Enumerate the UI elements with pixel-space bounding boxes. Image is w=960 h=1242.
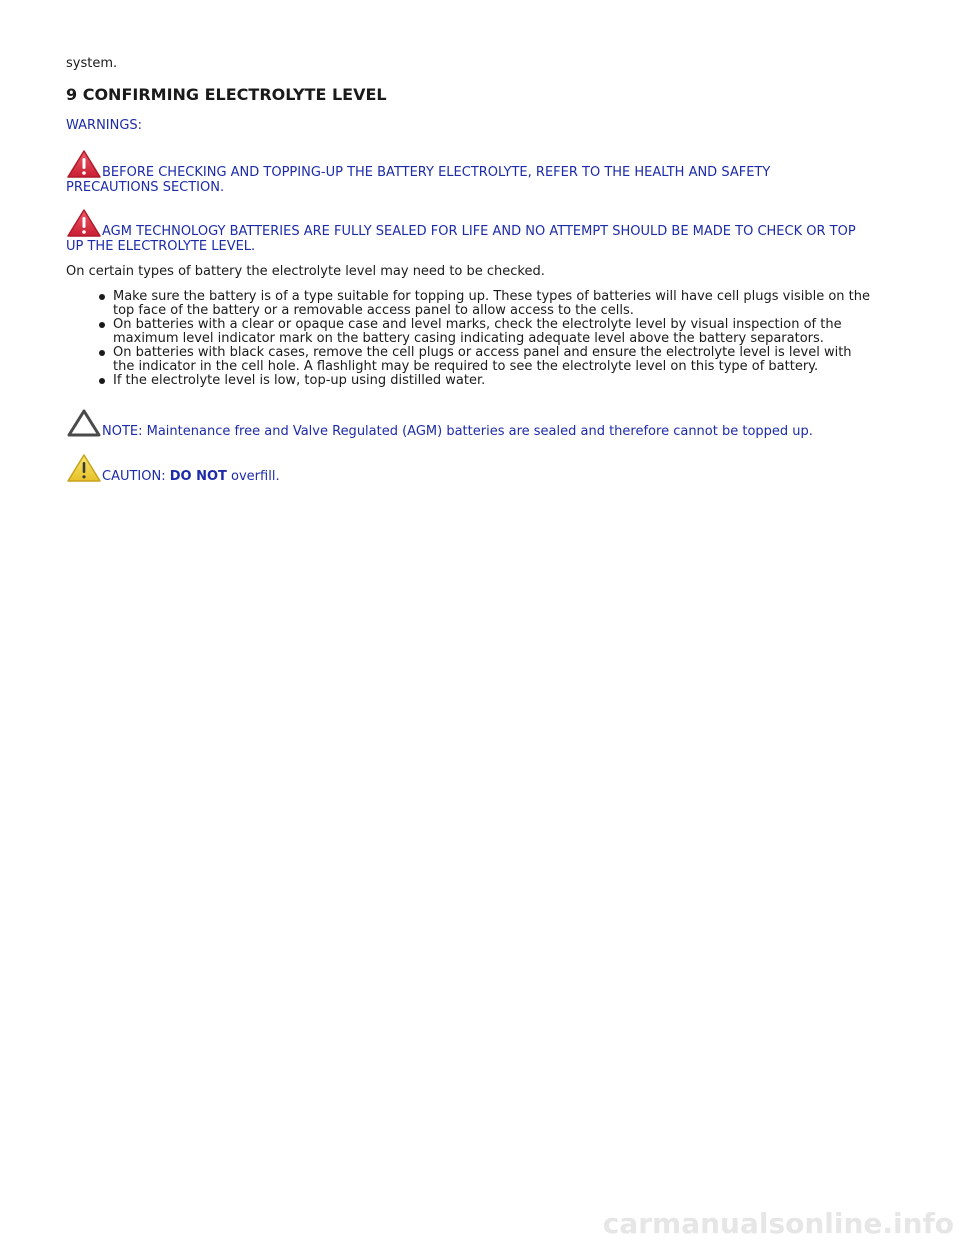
red-warning-triangle-icon: [66, 208, 102, 238]
list-item: If the electrolyte level is low, top-up using distilled water.: [99, 374, 874, 388]
list-item: On batteries with black cases, remove the cell plugs or access panel and ensure the electrolyte level is level with the indicator in the cell hole. A flashlight may be required to see the electrolyte level on this type of battery.: [99, 346, 874, 374]
caution-suffix: overfill.: [226, 469, 280, 484]
warning-text: BEFORE CHECKING AND TOPPING-UP THE BATTERY ELECTROLYTE, REFER TO THE HEALTH AND SAFETY PRECAUTIONS SECTION.: [66, 165, 771, 195]
bullet-icon: [99, 350, 105, 356]
caution-notice: [66, 453, 866, 484]
warning-notice-health-safety: [66, 149, 866, 195]
bullet-icon: [99, 294, 105, 300]
bullet-icon: [99, 322, 105, 328]
list-item: On batteries with a clear or opaque case and level marks, check the electrolyte level by visual inspection of the maximum level indicator mark on the battery casing indicating adequate level above the battery separators.: [99, 318, 874, 346]
watermark: carmanualsonline.info: [602, 1207, 954, 1240]
instruction-list: [99, 290, 874, 388]
continued-text: system.: [66, 56, 118, 71]
caution-emphasis: DO NOT: [169, 469, 227, 484]
warning-notice-agm: [66, 208, 866, 254]
intro-paragraph: On certain types of battery the electrolyte level may need to be checked.: [66, 264, 545, 279]
bullet-icon: [99, 378, 105, 384]
warning-text: AGM TECHNOLOGY BATTERIES ARE FULLY SEALED FOR LIFE AND NO ATTEMPT SHOULD BE MADE TO CHECK OR TOP UP THE ELECTROLYTE LEVEL.: [66, 224, 856, 254]
note-text: NOTE: Maintenance free and Valve Regulated (AGM) batteries are sealed and therefore cannot be topped up.: [102, 424, 813, 439]
note-triangle-icon: [66, 408, 102, 438]
warnings-label: WARNINGS:: [66, 118, 143, 133]
caution-prefix: CAUTION:: [102, 469, 170, 484]
yellow-caution-triangle-icon: [66, 453, 102, 483]
list-item: Make sure the battery is of a type suitable for topping up. These types of batteries will have cell plugs visible on the top face of the battery or a removable access panel to allow access to the cells.: [99, 290, 874, 318]
note-notice: [66, 408, 866, 439]
red-warning-triangle-icon: [66, 149, 102, 179]
section-title: 9 CONFIRMING ELECTROLYTE LEVEL: [66, 85, 387, 104]
